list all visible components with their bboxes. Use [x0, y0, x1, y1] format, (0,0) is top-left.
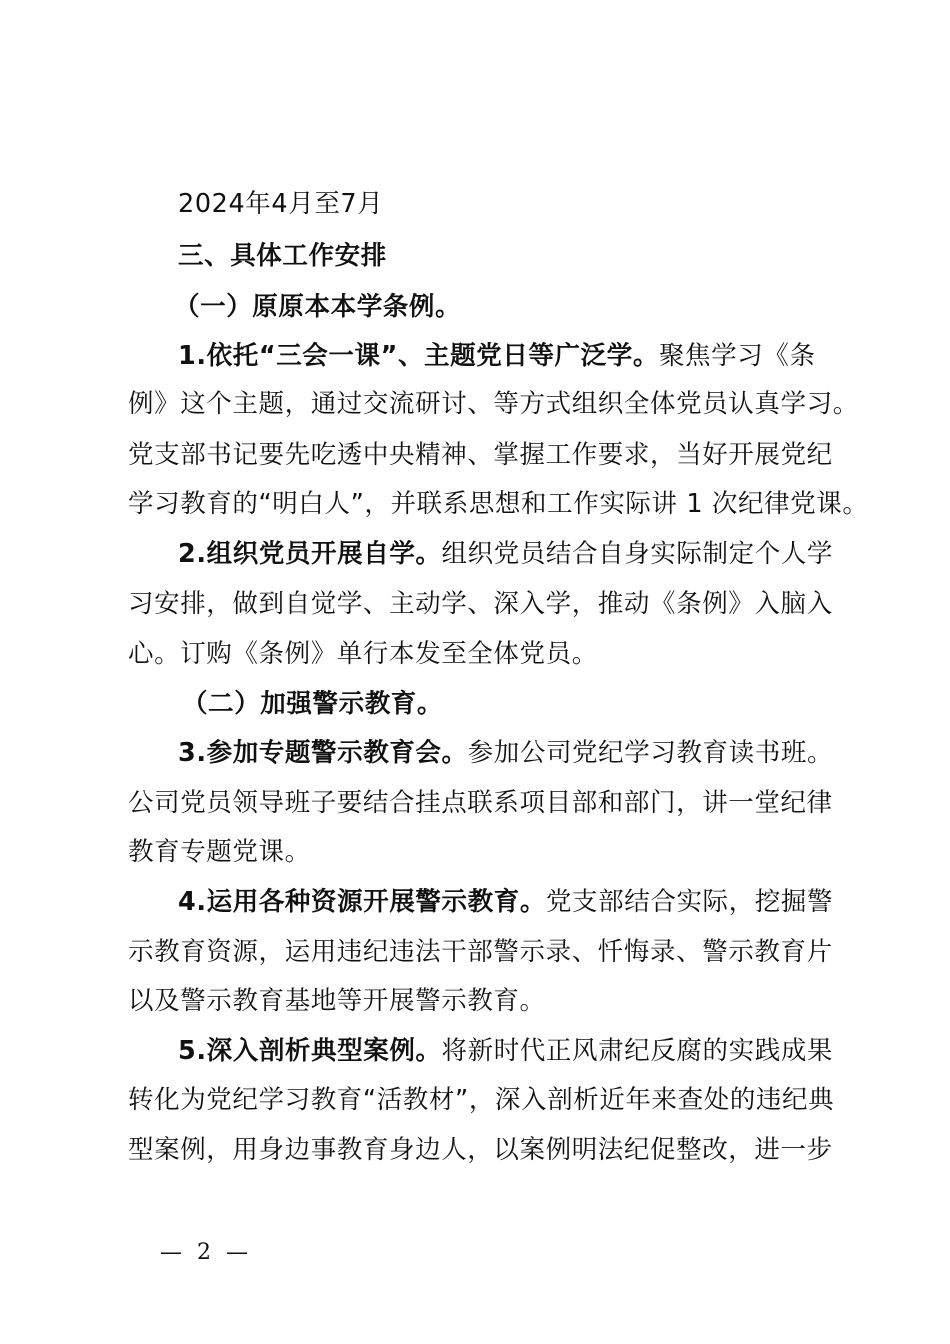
item-5-title: 5.深入剖析典型案例。 — [178, 1036, 442, 1066]
item-4-title: 4.运用各种资源开展警示教育。 — [178, 887, 546, 917]
item-3-first-line — [178, 735, 890, 771]
paragraph-line: 公司党员领导班子要结合挂点联系项目部和部门，讲一堂纪律 — [128, 788, 833, 818]
paragraph-line: 示教育资源，运用违纪违法干部警示录、忏悔录、警示教育片 — [128, 937, 833, 967]
page-number: — 2 — — [160, 1240, 252, 1265]
paragraph-line: 型案例，用身边事教育身边人，以案例明法纪促整改，进一步 — [128, 1135, 833, 1165]
section-heading: 三、具体工作安排 — [178, 241, 387, 271]
item-5-text: 将新时代正风肃纪反腐的实践成果 — [441, 1036, 834, 1066]
item-2-first-line — [178, 536, 890, 572]
item-1-first-line — [178, 338, 890, 374]
item-4-text: 党支部结合实际，挖掘警 — [545, 887, 834, 917]
date-line: 2024年4月至7月 — [178, 189, 384, 219]
paragraph-line: 学习教育的“明白人”，并联系思想和工作实际讲 1 次纪律党课。 — [128, 489, 869, 519]
item-1-title: 1.依托“三会一课”、主题党日等广泛学。 — [178, 341, 659, 371]
item-2-title: 2.组织党员开展自学。 — [178, 539, 442, 569]
item-2-text: 组织党员结合自身实际制定个人学 — [441, 539, 834, 569]
paragraph-line: 心。订购《条例》单行本发至全体党员。 — [128, 639, 598, 669]
item-1-text: 聚焦学习《条 — [658, 341, 816, 371]
item-3-text: 参加公司党纪学习教育读书班。 — [467, 738, 834, 768]
subsection-heading-2: （二）加强警示教育。 — [182, 689, 444, 719]
item-4-first-line — [178, 884, 890, 920]
paragraph-line: 党支部书记要先吃透中央精神、掌握工作要求，当好开展党纪 — [128, 440, 833, 470]
item-3-title: 3.参加专题警示教育会。 — [178, 738, 468, 768]
subsection-heading-1: （一）原原本本学条例。 — [174, 292, 462, 322]
paragraph-line: 转化为党纪学习教育“活教材”，深入剖析近年来查处的违纪典 — [128, 1085, 835, 1115]
paragraph-line: 习安排，做到自觉学、主动学、深入学，推动《条例》入脑入 — [128, 589, 833, 619]
item-5-first-line — [178, 1033, 890, 1069]
paragraph-line: 以及警示教育基地等开展警示教育。 — [128, 986, 546, 1016]
paragraph-line: 例》这个主题，通过交流研讨、等方式组织全体党员认真学习。 — [128, 389, 859, 419]
paragraph-line: 教育专题党课。 — [128, 837, 311, 867]
